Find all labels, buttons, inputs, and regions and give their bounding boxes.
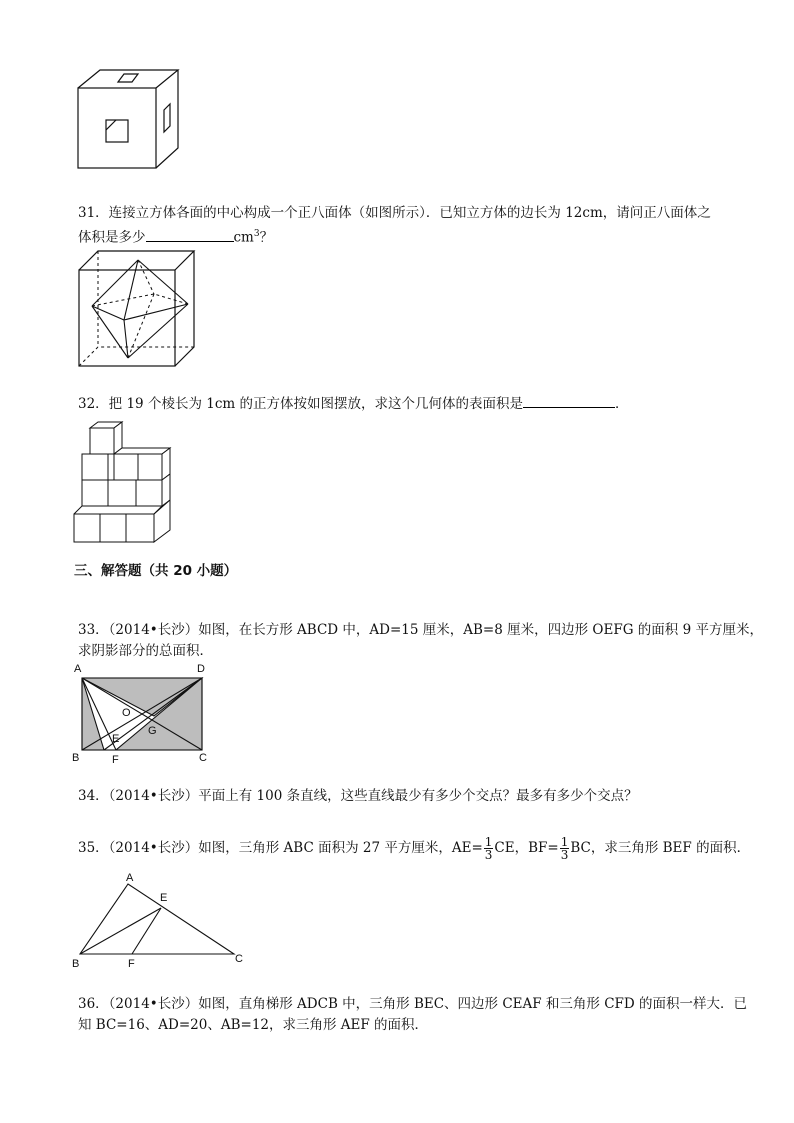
label-g: G xyxy=(148,725,157,737)
label-a: A xyxy=(126,872,134,884)
hollow-cube-figure xyxy=(76,68,186,172)
question-33 xyxy=(78,620,763,662)
label-b: B xyxy=(72,958,80,970)
question-33-line1: 33．（2014•长沙）如图，在长方形 ABCD 中，AD=15 厘米，AB=8 厘米，四边形 OEFG 的面积 9 平方厘米， xyxy=(78,622,763,638)
answer-blank-31[interactable] xyxy=(146,226,234,242)
fraction-one-third-ae: $\frac{1}{3}$ xyxy=(484,835,493,862)
question-31 xyxy=(78,203,711,249)
label-d: D xyxy=(197,663,205,675)
rectangle-abcd-figure xyxy=(70,660,220,770)
question-36-line1: 36．（2014•长沙）如图，直角梯形 ADCB 中，三角形 BEC、四边形 CEAF 和三角形 CFD 的面积一样大．已 xyxy=(78,996,748,1012)
stacked-cubes-figure xyxy=(70,420,180,550)
section-heading: 三、解答题（共 20 小题） xyxy=(74,563,238,579)
octahedron-in-cube-figure xyxy=(76,248,200,370)
question-mark: ？ xyxy=(259,229,274,246)
question-35 xyxy=(78,836,750,861)
label-b: B xyxy=(72,752,80,764)
question-31-line1: 31．连接立方体各面的中心构成一个正八面体（如图所示）．已知立方体的边长为 12cm，请问正八面体之 xyxy=(78,205,711,221)
question-31-line2 xyxy=(78,224,711,249)
unit-cm: cm xyxy=(233,229,254,246)
triangle-abc-figure xyxy=(70,870,250,970)
question-35-text-mid: CE，BF= xyxy=(494,840,559,856)
label-c: C xyxy=(199,752,207,764)
question-33-line2: 求阴影部分的总面积． xyxy=(78,643,213,659)
label-c: C xyxy=(235,953,243,965)
label-f: F xyxy=(128,958,135,970)
question-34: 34．（2014•长沙）平面上有 100 条直线，这些直线最少有多少个交点？最多有多少个交点？ xyxy=(78,788,638,804)
label-f: F xyxy=(112,754,119,766)
fraction-one-third-bf: $\frac{1}{3}$ xyxy=(560,835,569,862)
question-31-prompt: 体积是多少 xyxy=(78,229,146,246)
label-e: E xyxy=(112,733,120,745)
label-a: A xyxy=(74,663,82,675)
question-32 xyxy=(78,392,628,415)
answer-blank-32[interactable] xyxy=(523,392,615,408)
question-35-text-end: BC，求三角形 BEF 的面积． xyxy=(570,840,751,856)
question-32-text: 32．把 19 个棱长为 1cm 的正方体按如图摆放，求这个几何体的表面积是 xyxy=(78,396,523,412)
question-36 xyxy=(78,994,747,1036)
unit-exponent: 3 xyxy=(253,229,260,239)
question-36-line2: 知 BC=16、AD=20、AB=12，求三角形 AEF 的面积． xyxy=(78,1017,429,1033)
period: ． xyxy=(614,396,629,412)
question-35-text-start: 35．（2014•长沙）如图，三角形 ABC 面积为 27 平方厘米，AE= xyxy=(78,840,483,856)
label-o: O xyxy=(122,707,131,719)
label-e: E xyxy=(160,892,168,904)
